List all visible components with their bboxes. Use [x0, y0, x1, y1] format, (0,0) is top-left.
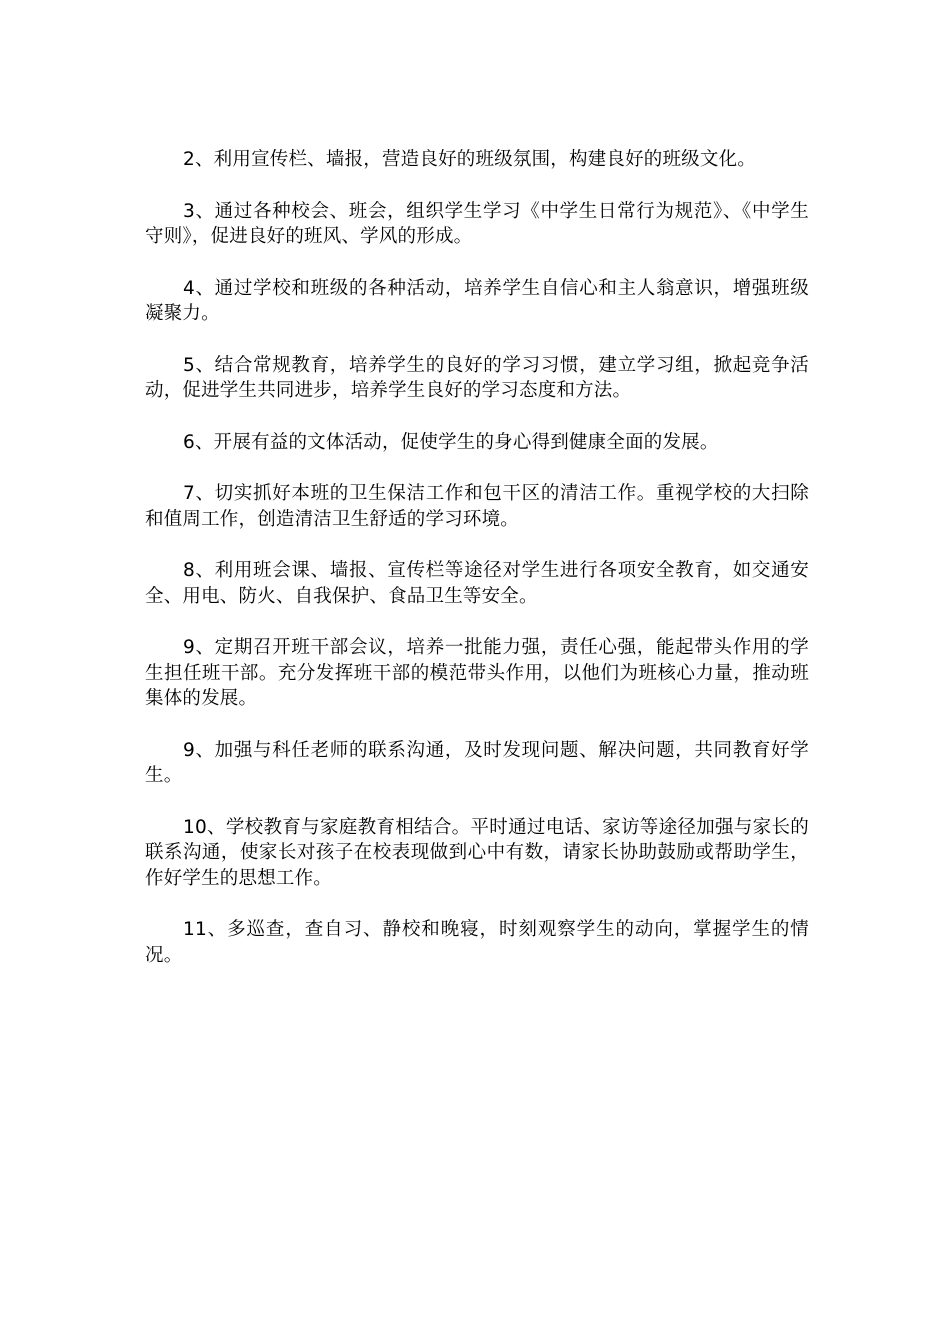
paragraph-item-4: 4、通过学校和班级的各种活动，培养学生自信心和主人翁意识，增强班级凝聚力。 — [145, 277, 809, 324]
paragraph-item-7: 7、切实抓好本班的卫生保洁工作和包干区的清洁工作。重视学校的大扫除和值周工作，创造清洁卫生舒适的学习环境。 — [145, 483, 809, 530]
paragraph-item-9b: 9、加强与科任老师的联系沟通，及时发现问题、解决问题，共同教育好学生。 — [145, 739, 809, 786]
paragraph-item-10: 10、学校教育与家庭教育相结合。平时通过电话、家访等途径加强与家长的联系沟通，使家长对孩子在校表现做到心中有数，请家长协助鼓励或帮助学生，作好学生的思想工作。 — [145, 816, 809, 889]
paragraph-item-5: 5、结合常规教育，培养学生的良好的学习习惯，建立学习组，掀起竞争活动，促进学生共同进步，培养学生良好的学习态度和方法。 — [145, 354, 809, 401]
paragraph-item-11: 11、多巡查，查自习、静校和晚寝，时刻观察学生的动向，掌握学生的情况。 — [145, 919, 809, 966]
paragraph-item-2: 2、利用宣传栏、墙报，营造良好的班级氛围，构建良好的班级文化。 — [183, 149, 756, 170]
paragraph-item-9a: 9、定期召开班干部会议，培养一批能力强，责任心强，能起带头作用的学生担任班干部。充分发挥班干部的模范带头作用，以他们为班核心力量，推动班集体的发展。 — [145, 637, 809, 709]
document-body — [145, 147, 809, 994]
paragraph-item-8: 8、利用班会课、墙报、宣传栏等途径对学生进行各项安全教育，如交通安全、用电、防火、自我保护、食品卫生等安全。 — [145, 560, 809, 607]
paragraph-item-3: 3、通过各种校会、班会，组织学生学习《中学生日常行为规范》、《中学生守则》，促进良好的班风、学风的形成。 — [145, 200, 809, 247]
paragraph-item-6: 6、开展有益的文体活动，促使学生的身心得到健康全面的发展。 — [183, 431, 719, 453]
